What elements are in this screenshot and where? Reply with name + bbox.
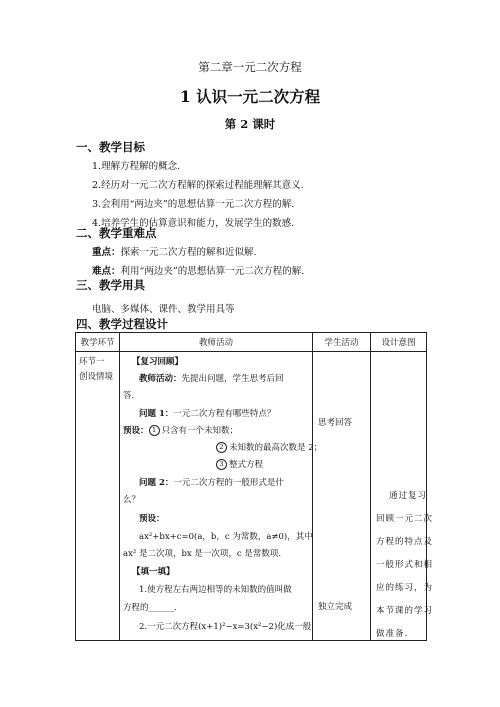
teacher-activity-line (139, 372, 284, 384)
stage-cell (76, 352, 120, 641)
design-line-2: 回顾一元二次 (376, 514, 434, 524)
goal-item-3: 3.会利用“两边夹”的思想估算一元二次方程的解. (92, 199, 295, 210)
question-1-label: 问题 1： (139, 409, 174, 419)
teacher-activity-label: 教师活动： (139, 374, 182, 384)
fill-item-2-line-1: 2.一元二次方程(x+1)²−x=3(x²−2)化成一般 (139, 622, 312, 632)
circled-number: 1 (149, 425, 160, 436)
section-process-heading: 四、教学过程设计 (76, 317, 168, 331)
process-table (75, 332, 434, 641)
question-1 (139, 407, 275, 419)
student-activity-cell (313, 352, 371, 641)
teacher-activity-text: 先提出问题，学生思考后回 (181, 374, 284, 384)
difficult-point-label: 难点： (92, 266, 121, 277)
goal-item-4: 4.培养学生的估算意识和能力，发展学生的数感. (92, 218, 295, 229)
col-header-design: 设计意图 (371, 333, 427, 352)
design-line-1: 通过复习 (389, 491, 428, 501)
table-header-row (76, 333, 427, 352)
design-line-7: 做准备. (376, 629, 409, 639)
design-line-5: 应的练习，为 (376, 583, 434, 593)
option-3 (216, 458, 263, 470)
option-2 (216, 441, 322, 453)
stage-line-1: 环节一 (79, 357, 105, 367)
section-goals-heading: 一、教学目标 (76, 140, 145, 154)
question-2-text-2: 么？ (123, 495, 141, 505)
question-2-label: 问题 2： (139, 478, 174, 488)
design-line-3: 方程的特点及 (376, 537, 434, 547)
table-row (76, 352, 427, 641)
preset-2-label: 预设： (139, 514, 165, 524)
goal-item-1: 1.理解方程解的概念. (92, 161, 181, 172)
preset-1-label: 预设： (123, 426, 149, 436)
student-activity-1: 思考回答 (318, 418, 353, 428)
lesson-title: 1 认识一元二次方程 (179, 87, 321, 106)
difficult-point-text: 利用“两边夹”的思想估算一元二次方程的解. (120, 266, 305, 277)
chapter-title: 第二章一元二次方程 (198, 60, 302, 74)
section-keypoints-heading: 二、教学重难点 (76, 226, 157, 240)
key-point (92, 244, 257, 258)
key-point-text: 探索一元二次方程的解和近似解. (120, 247, 257, 258)
question-2-text: 一元二次方程的一般形式是什 (173, 478, 284, 488)
lesson-period: 第 2 课时 (224, 117, 276, 131)
formula-line-1: ax²+bx+c=0(a，b，c 为常数，a≠0)，其中 (139, 532, 313, 542)
section-tools-heading: 三、教学用具 (76, 278, 145, 292)
option-3-text: 整式方程 (229, 460, 264, 470)
option-1-text: 只含有一个未知数； (161, 426, 239, 436)
design-intent-cell (371, 352, 434, 641)
goal-item-2: 2.经历对一元二次方程解的探索过程能理解其意义. (92, 180, 304, 191)
design-line-6: 本节课的学习 (376, 606, 434, 616)
design-line-4: 一般形式和相 (376, 560, 434, 570)
student-activity-2: 独立完成 (318, 602, 353, 612)
circled-number: 2 (216, 442, 227, 453)
col-header-student: 学生活动 (313, 333, 371, 352)
col-header-teacher: 教师活动 (120, 333, 313, 352)
option-2-text: 未知数的最高次数是 2； (229, 443, 323, 453)
difficult-point (92, 263, 304, 277)
question-1-text: 一元二次方程有哪些特点？ (173, 409, 276, 419)
key-point-label: 重点： (92, 247, 121, 258)
formula-line-2: ax² 是二次项，bx 是一次项，c 是常数项. (123, 549, 282, 559)
stage-line-2: 创设情境 (79, 372, 114, 382)
fill-title: 【填一填】 (132, 567, 175, 577)
review-title: 【复习回顾】 (132, 357, 184, 367)
fill-item-1-line-1: 1.使方程左右两边相等的未知数的值叫做 (139, 585, 292, 595)
question-2 (139, 476, 284, 488)
tools-text: 电脑、多媒体、课件、教学用具等 (92, 304, 235, 315)
preset-1 (123, 424, 238, 436)
fill-item-1-line-2: 方程的______. (123, 603, 177, 613)
circled-number: 3 (216, 459, 227, 470)
teacher-activity-text-2: 答. (123, 391, 135, 401)
teacher-activity-cell (120, 352, 323, 641)
col-header-stage: 教学环节 (76, 333, 120, 352)
